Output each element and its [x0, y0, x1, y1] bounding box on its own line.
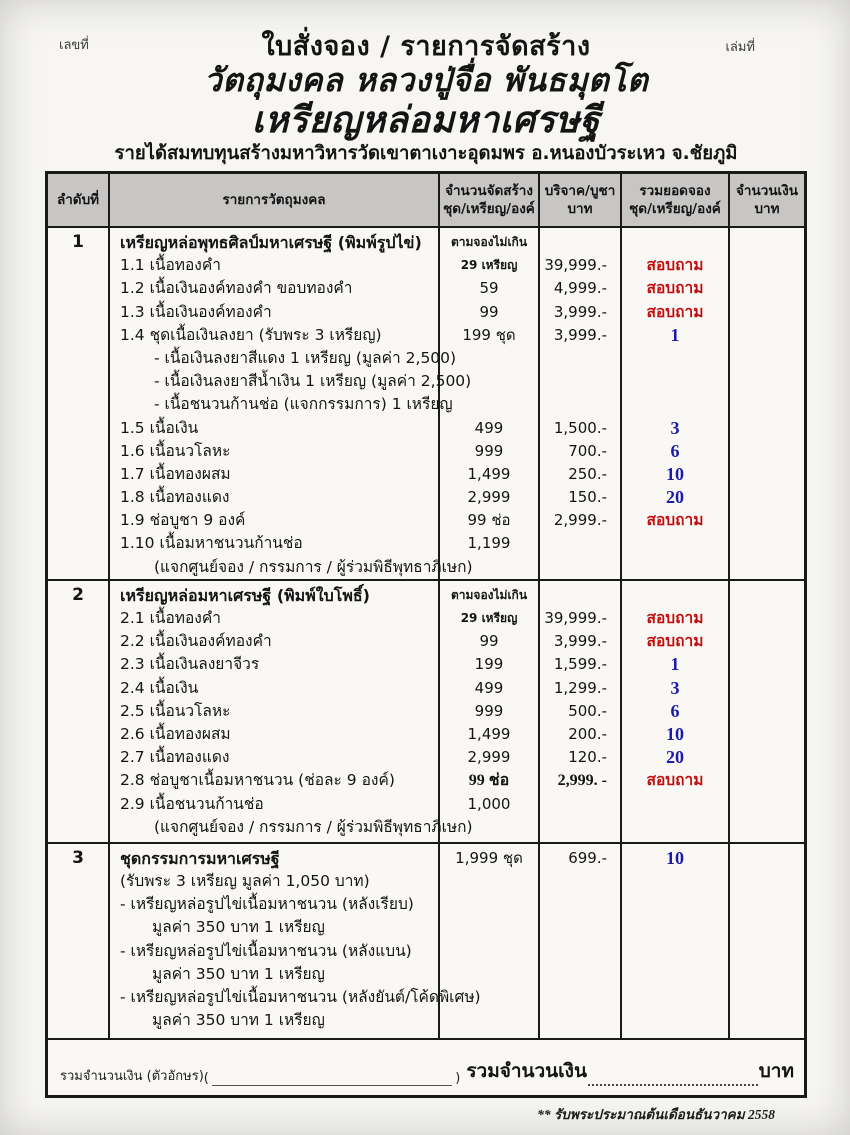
section-row [48, 228, 804, 581]
price-line: 700.- [568, 441, 607, 460]
booking-line: 10 [666, 847, 684, 868]
booking-line [622, 793, 728, 816]
booking-line [622, 347, 728, 370]
booking-line: สอบถาม [646, 511, 704, 530]
table-header-row [48, 174, 804, 228]
item-line: - เหรียญหล่อรูปไข่เนื้อมหาชนวน (หลังแบน) [120, 941, 412, 960]
booking-line: สอบถาม [646, 609, 704, 627]
doc-number-label: เลขที่ [59, 38, 89, 53]
item-line: เหรียญหล่อพุทธศิลป์มหาเศรษฐี (พิมพ์รูปไข่) [120, 233, 422, 252]
qty-line [440, 986, 538, 1009]
item-line: - เนื้อเงินลงยาสีแดง 1 เหรียญ (มูลค่า 2,500) [154, 348, 457, 367]
price-line [540, 963, 620, 986]
booking-line [622, 870, 728, 893]
price-line: 250.- [568, 464, 607, 483]
qty-line: 99 ช่อ [468, 772, 510, 790]
booking-line: 6 [670, 440, 680, 461]
qty-line: 1,199 [467, 534, 511, 553]
table-header-label: ชุด/เหรียญ/องค์ [629, 201, 721, 217]
price-line: 1,299.- [553, 678, 607, 697]
qty-line: 1,000 [467, 794, 511, 813]
qty-line: 1,499 [467, 464, 511, 483]
price-line [540, 532, 620, 555]
qty-line: 199 ชุด [462, 325, 516, 344]
table-header-label: ชุด/เหรียญ/องค์ [443, 201, 535, 217]
booking-line: สอบถาม [646, 771, 704, 790]
price-line [540, 986, 620, 1009]
booking-line: สอบถาม [646, 279, 704, 298]
qty-line [440, 556, 538, 579]
section-row [48, 581, 804, 844]
qty-line: 499 [474, 678, 504, 697]
qty-line: 29 เหรียญ [460, 611, 518, 625]
item-line: เหรียญหล่อมหาเศรษฐี (พิมพ์ใบโพธิ์) [120, 585, 370, 605]
booking-line [622, 986, 728, 1009]
booking-line: 10 [666, 723, 684, 744]
price-line: 3,999.- [553, 325, 607, 344]
price-line: 39,999.- [544, 256, 607, 275]
booking-cell [622, 228, 730, 579]
subtitle: รายได้สมทบทุนสร้างมหาวิหารวัดเขาตาเงาะอุดมพร อ.หนองบัวระเหว จ.ชัยภูมิ [114, 143, 738, 164]
qty-line: 99 [479, 302, 499, 321]
table-header-label: รวมยอดจอง [639, 183, 711, 199]
qty-cell [440, 228, 540, 579]
total-amount-blank [588, 1073, 758, 1086]
total-words-label: รวมจำนวนเงิน (ตัวอักษร) [60, 1068, 204, 1084]
price-line: 120.- [568, 748, 607, 767]
qty-line [440, 963, 538, 986]
qty-line: ตามจองไม่เกิน [450, 587, 528, 602]
item-line: 1.2 เนื้อเงินองค์ทองคำ ขอบทองคำ [120, 279, 353, 298]
booking-line: สอบถาม [646, 632, 704, 651]
price-line: 699.- [568, 848, 607, 867]
total-amount-label: รวมจำนวนเงิน [466, 1059, 587, 1082]
price-line: 500.- [568, 701, 607, 720]
price-line [540, 347, 620, 370]
booking-line: 20 [666, 487, 684, 508]
table-body [48, 228, 804, 1038]
item-line: มูลค่า 350 บาท 1 เหรียญ [152, 918, 325, 937]
price-line: 1,500.- [553, 418, 607, 437]
item-line: 2.6 เนื้อทองผสม [120, 724, 231, 743]
qty-cell [440, 581, 540, 842]
item-line: 1.8 เนื้อทองแดง [120, 488, 230, 507]
table-header-label: จำนวนเงิน [736, 183, 798, 199]
qty-line: 999 [474, 701, 504, 720]
table-header-label: จำนวนจัดสร้าง [445, 183, 533, 199]
booking-line: 1 [670, 324, 680, 345]
table-header-cell [48, 174, 110, 226]
price-cell [540, 581, 622, 842]
paren-open: ( [203, 1070, 209, 1086]
total-words-blank [212, 1073, 452, 1086]
item-line: - เหรียญหล่อรูปไข่เนื้อมหาชนวน (หลังเรียบ) [120, 895, 414, 914]
qty-line: 999 [474, 441, 504, 460]
qty-line [440, 940, 538, 963]
price-cell [540, 844, 622, 1038]
price-line: 150.- [568, 488, 607, 507]
booking-line [622, 816, 728, 839]
qty-line [440, 347, 538, 370]
price-line [540, 556, 620, 579]
booking-line: 6 [670, 700, 680, 721]
price-line [540, 870, 620, 893]
price-line: 4,999.- [553, 279, 607, 298]
price-line [540, 893, 620, 916]
item-line: 2.4 เนื้อเงิน [120, 678, 199, 697]
baht-label: บาท [758, 1059, 794, 1082]
total-row [48, 1038, 804, 1095]
booking-line [622, 556, 728, 579]
book-number-label: เล่มที่ [725, 40, 755, 55]
price-line [540, 370, 620, 393]
item-line: 2.2 เนื้อเงินองค์ทองคำ [120, 632, 272, 651]
price-line [540, 816, 620, 839]
booking-line [622, 370, 728, 393]
booking-line [622, 584, 728, 607]
table-header-label: บาท [754, 201, 780, 217]
price-line [540, 916, 620, 939]
qty-line [440, 393, 538, 416]
item-line: 1.3 เนื้อเงินองค์ทองคำ [120, 302, 272, 321]
item-line: 2.5 เนื้อนวโลหะ [120, 701, 231, 720]
item-line: 2.1 เนื้อทองคำ [120, 609, 221, 627]
qty-line: 59 [479, 279, 499, 298]
table-header-label: ลำดับที่ [56, 192, 100, 208]
section-number: 2 [72, 584, 84, 605]
order-table [45, 171, 807, 1098]
main-title-line1: วัตถุมงคล หลวงปู่จื่อ พันธมุตโต [203, 61, 649, 99]
qty-line [440, 870, 538, 893]
main-title-line2: เหรียญหล่อมหาเศรษฐี [251, 100, 601, 141]
qty-line: 99 [479, 632, 499, 651]
amount-cell [730, 581, 804, 842]
table-header-cell [730, 174, 804, 226]
item-line: - เหรียญหล่อรูปไข่เนื้อมหาชนวน (หลังยันต์/โค้ดพิเศษ) [120, 987, 481, 1006]
booking-line [622, 1009, 728, 1032]
qty-line: 499 [474, 418, 504, 437]
booking-line [622, 963, 728, 986]
qty-line: 99 ช่อ [467, 511, 511, 530]
item-line: 1.4 ชุดเนื้อเงินลงยา (รับพระ 3 เหรียญ) [120, 325, 382, 344]
item-cell [110, 228, 473, 579]
item-line: 2.9 เนื้อชนวนก้านช่อ [120, 794, 264, 813]
price-line [540, 393, 620, 416]
qty-line: 1,999 ชุด [455, 848, 523, 867]
price-line: 2,999. - [557, 772, 607, 790]
section-row [48, 844, 804, 1038]
booking-line: สอบถาม [646, 302, 704, 321]
table-header-cell [622, 174, 730, 226]
item-line: 2.7 เนื้อทองแดง [120, 748, 230, 767]
table-header-cell [110, 174, 440, 226]
price-line [540, 1009, 620, 1032]
qty-line [440, 893, 538, 916]
booking-line [622, 231, 728, 254]
qty-line: 199 [474, 655, 504, 674]
item-line: 2.8 ช่อบูชาเนื้อมหาชนวน (ช่อละ 9 องค์) [120, 771, 395, 790]
price-line [540, 584, 620, 607]
price-line: 39,999.- [544, 609, 607, 627]
item-line: - เนื้อชนวนก้านช่อ (แจกกรรมการ) 1 เหรียญ [154, 395, 453, 414]
booking-line: สอบถาม [646, 256, 704, 275]
item-line: 1.1 เนื้อทองคำ [120, 256, 221, 275]
qty-line: 1,499 [467, 724, 511, 743]
qty-line: 2,999 [467, 748, 511, 767]
item-cell [110, 581, 473, 842]
qty-line [440, 916, 538, 939]
item-line: 1.7 เนื้อทองผสม [120, 464, 231, 483]
item-line: 1.9 ช่อบูชา 9 องค์ [120, 511, 246, 530]
section-number: 1 [72, 232, 84, 252]
top-header [45, 24, 807, 60]
qty-line: 2,999 [467, 488, 511, 507]
item-cell [110, 844, 481, 1038]
price-line: 200.- [568, 724, 607, 743]
price-line [540, 793, 620, 816]
section-number-cell [48, 581, 110, 842]
booking-line [622, 393, 728, 416]
receive-note: ** รับพระประมาณต้นเดือนธันวาคม 2558 [537, 1106, 775, 1122]
item-line: 1.6 เนื้อนวโลหะ [120, 441, 231, 460]
booking-line: 3 [670, 417, 680, 438]
price-line: 2,999.- [553, 511, 607, 530]
booking-line [622, 893, 728, 916]
qty-line [440, 1009, 538, 1032]
table-header-label: บาท [567, 201, 593, 217]
amount-cell [730, 844, 804, 1038]
booking-line [622, 532, 728, 555]
booking-line [622, 940, 728, 963]
table-header-cell [440, 174, 540, 226]
booking-cell [622, 581, 730, 842]
section-number-cell [48, 844, 110, 1038]
qty-line: 29 เหรียญ [460, 258, 518, 273]
item-line: มูลค่า 350 บาท 1 เหรียญ [152, 964, 325, 983]
price-line: 3,999.- [553, 632, 607, 651]
paren-close: ) [455, 1070, 461, 1086]
item-line: 2.3 เนื้อเงินลงยาจีวร [120, 655, 260, 674]
table-header-cell [540, 174, 622, 226]
booking-line [622, 916, 728, 939]
qty-line [440, 816, 538, 839]
item-line: มูลค่า 350 บาท 1 เหรียญ [152, 1011, 325, 1030]
item-line: (แจกศูนย์จอง / กรรมการ / ผู้ร่วมพิธีพุทธาภิเษก) [154, 557, 473, 576]
booking-line: 3 [670, 677, 680, 698]
item-line: ชุดกรรมการมหาเศรษฐี [120, 848, 280, 868]
page-title: ใบสั่งจอง / รายการจัดสร้าง [261, 31, 591, 62]
qty-cell [440, 844, 540, 1038]
table-header-label: รายการวัตถุมงคล [222, 192, 326, 208]
item-line: (รับพระ 3 เหรียญ มูลค่า 1,050 บาท) [120, 872, 370, 890]
booking-line: 20 [666, 747, 684, 768]
item-line: (แจกศูนย์จอง / กรรมการ / ผู้ร่วมพิธีพุทธาภิเษก) [154, 817, 473, 836]
item-line: - เนื้อเงินลงยาสีน้ำเงิน 1 เหรียญ (มูลค่า 2,500) [154, 372, 472, 391]
price-line [540, 940, 620, 963]
item-line: 1.10 เนื้อมหาชนวนก้านช่อ [120, 534, 303, 553]
section-number: 3 [72, 847, 84, 868]
qty-line: ตามจองไม่เกิน [450, 235, 528, 249]
section-number-cell [48, 228, 110, 579]
price-line: 3,999.- [553, 302, 607, 321]
item-line: 1.5 เนื้อเงิน [120, 418, 199, 437]
booking-line: 10 [666, 463, 684, 484]
price-cell [540, 228, 622, 579]
price-line [540, 231, 620, 254]
price-line: 1,599.- [553, 655, 607, 674]
table-header-label: บริจาค/บูชา [544, 183, 616, 199]
qty-line [440, 370, 538, 393]
booking-line: 1 [670, 654, 680, 675]
amount-cell [730, 228, 804, 579]
booking-cell [622, 844, 730, 1038]
